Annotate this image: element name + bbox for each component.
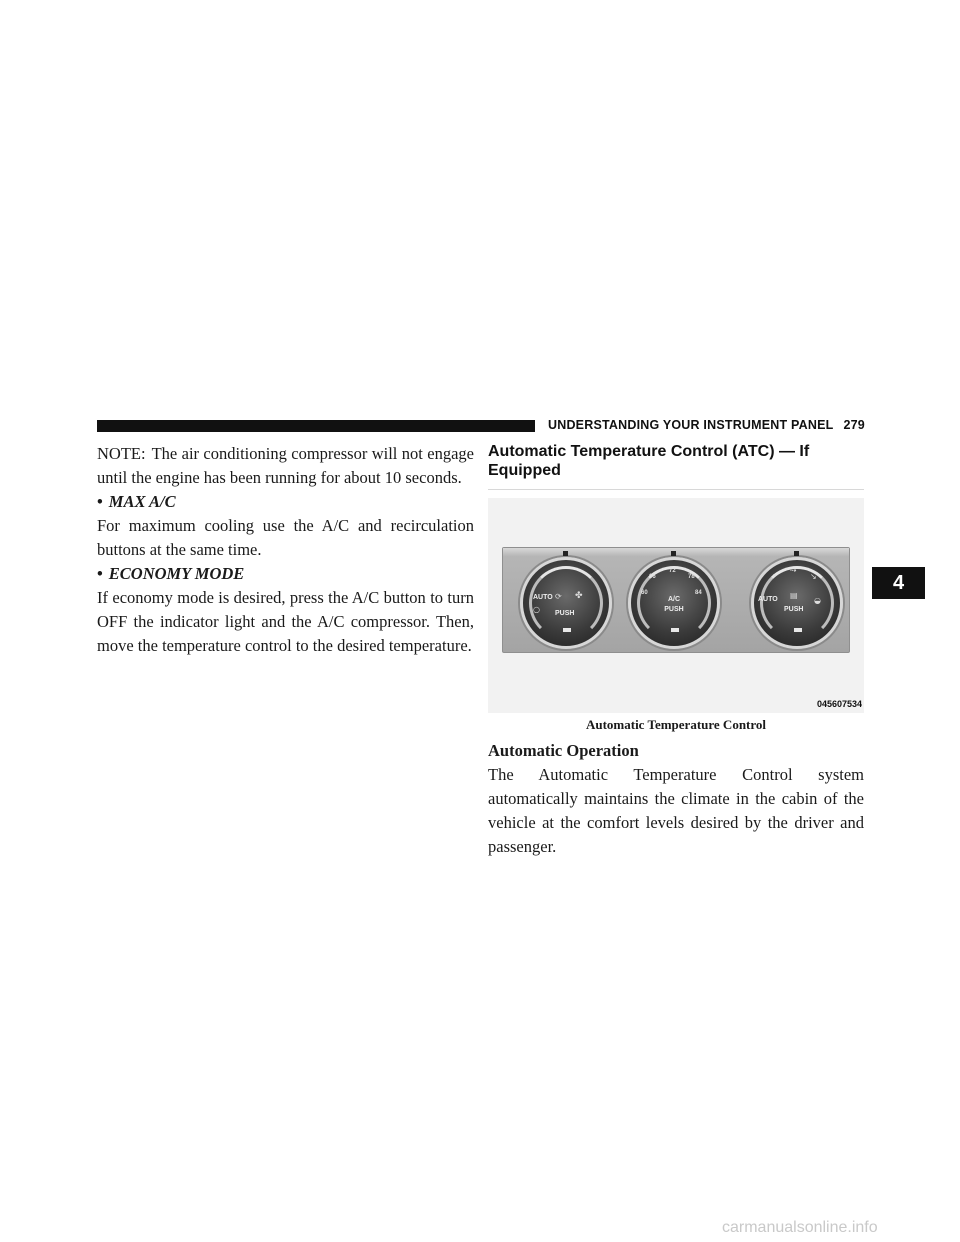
rear-defrost-icon: ▤: [790, 591, 798, 600]
bullet-title: ECONOMY MODE: [108, 564, 245, 583]
body-paragraph: The Automatic Temperature Control system automatically maintains the climate in the cabin of the vehicle at the comfort levels desired by the driver and passenger.: [488, 765, 864, 856]
temp-tick-84: 84: [695, 590, 702, 596]
floor-mode-icon: ↘: [810, 572, 817, 581]
knob-pointer: [563, 551, 568, 556]
bullet-symbol: •: [97, 492, 103, 511]
mode-knob: [751, 557, 843, 649]
temperature-knob: [628, 557, 720, 649]
knob-push-label: PUSH: [664, 606, 684, 613]
watermark[interactable]: carmanualsonline.info: [722, 1219, 878, 1236]
section-divider: [488, 489, 864, 490]
knob-indicator: [671, 628, 679, 632]
knob-push-label: PUSH: [784, 606, 804, 613]
bullet-max-ac: [97, 490, 474, 514]
temp-tick-78: 78: [688, 574, 695, 580]
subheading: Automatic Operation: [488, 741, 639, 760]
header-title: UNDERSTANDING YOUR INSTRUMENT PANEL: [548, 418, 834, 432]
knob-ac-label: A/C: [667, 596, 681, 603]
indicator-light-icon: ○: [533, 605, 540, 614]
atc-figure: [488, 498, 864, 713]
defrost-mode-icon: ◒: [814, 596, 821, 605]
header-bar: [97, 420, 535, 432]
climate-control-panel: [502, 547, 850, 653]
image-code: 045607534: [816, 699, 862, 709]
knob-pointer: [671, 551, 676, 556]
note-paragraph: [97, 442, 474, 490]
bullet-title: MAX A/C: [108, 492, 176, 511]
section-heading-line2: Equipped: [488, 462, 561, 479]
temp-tick-60: 60: [641, 590, 648, 596]
fan-icon: ✤: [575, 591, 583, 601]
vent-mode-icon: ↗: [770, 572, 777, 581]
knob-auto-label: AUTO: [533, 594, 553, 601]
section-heading-line1: Automatic Temperature Control (ATC) — If: [488, 443, 810, 460]
running-header: [548, 418, 865, 432]
note-label: NOTE:: [97, 444, 146, 463]
temp-tick-66: 66: [649, 574, 656, 580]
fan-speed-knob: [520, 557, 612, 649]
left-column: [97, 442, 474, 658]
bullet-symbol: •: [97, 564, 103, 583]
knob-push-label: PUSH: [555, 610, 575, 617]
note-text: The air conditioning compressor will not engage until the engine has been running for about 10 seconds.: [97, 444, 474, 487]
page-number: 279: [843, 418, 865, 432]
bullet-text: For maximum cooling use the A/C and recirculation buttons at the same time.: [97, 516, 474, 559]
knob-indicator: [563, 628, 571, 632]
knob-auto-label: AUTO: [758, 596, 778, 603]
bullet-economy-mode: [97, 562, 474, 586]
bilevel-mode-icon: ⇢: [790, 566, 797, 575]
recirculation-icon: ⟳: [555, 592, 562, 601]
chapter-tab: 4: [872, 567, 925, 599]
bullet-text: If economy mode is desired, press the A/C button to turn OFF the indicator light and the A/C compressor. Then, move the temperature control to the desired temperature.: [97, 588, 474, 655]
figure-caption: Automatic Temperature Control: [585, 717, 767, 732]
knob-pointer: [794, 551, 799, 556]
temp-tick-72: 72: [669, 568, 676, 574]
knob-indicator: [794, 628, 802, 632]
right-column: [488, 442, 864, 859]
section-heading: [488, 442, 864, 480]
